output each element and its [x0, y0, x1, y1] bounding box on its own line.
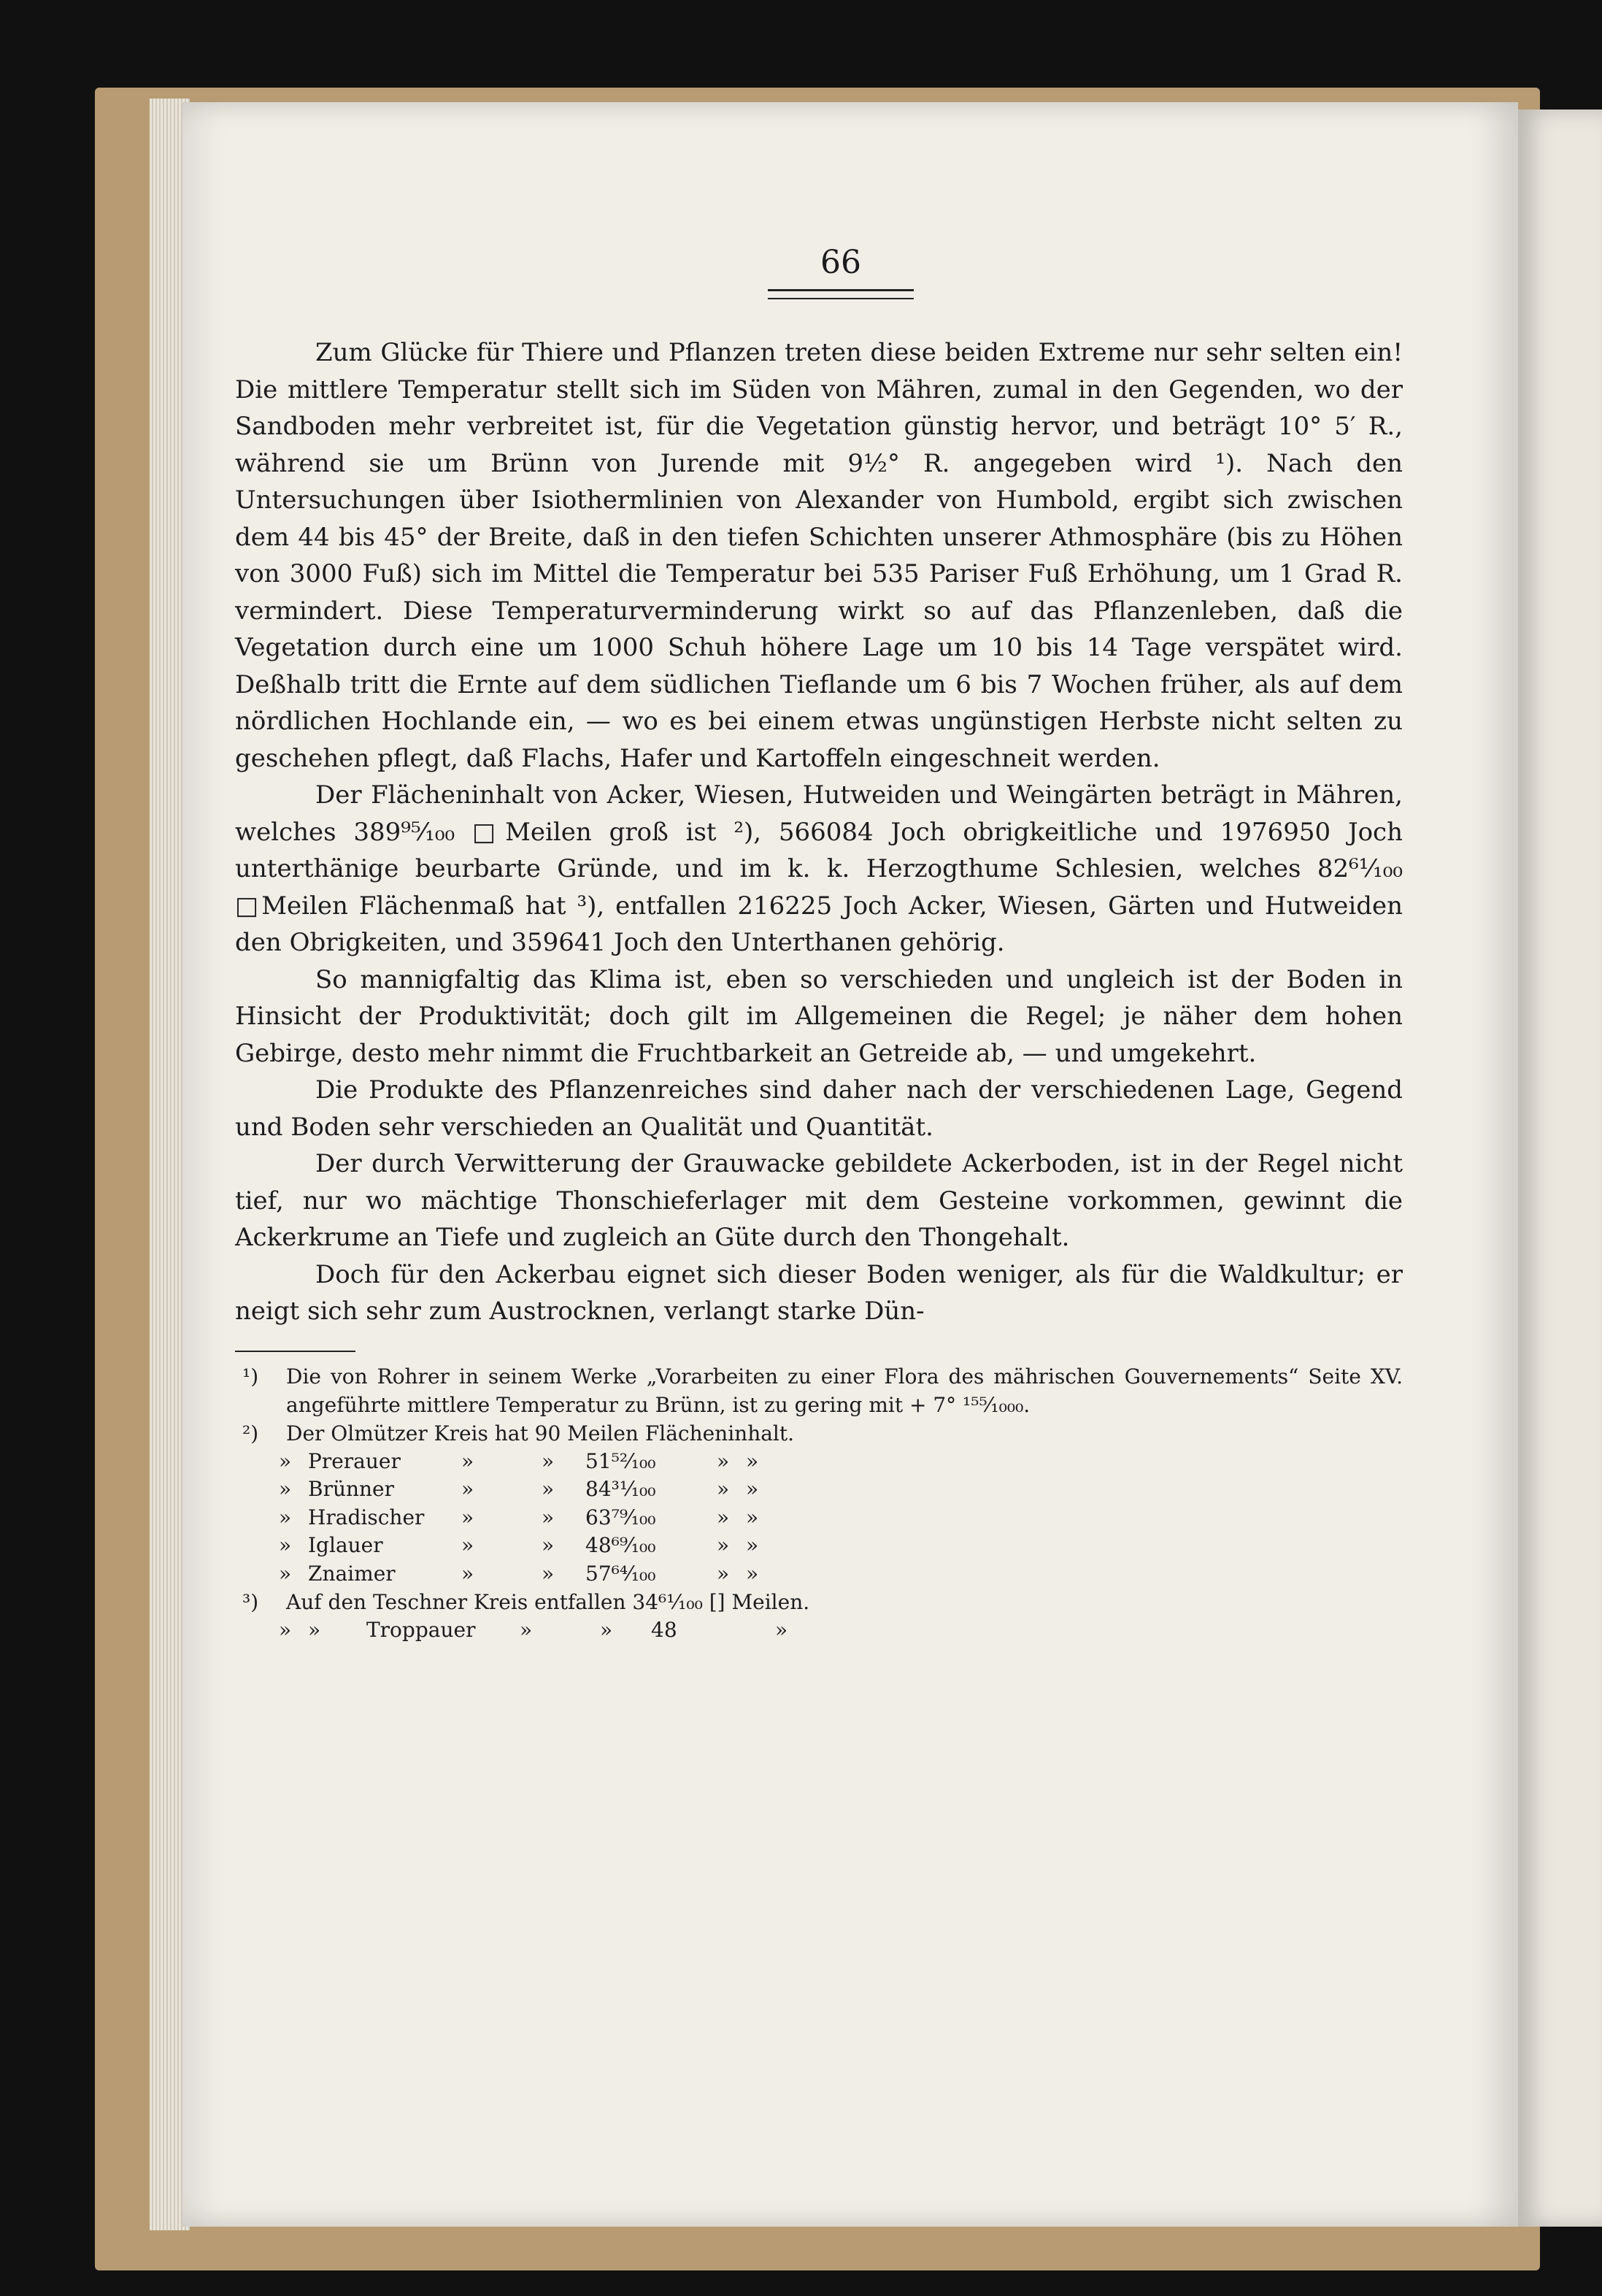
ditto-mark: »: [542, 1448, 555, 1473]
footnote-rule: [235, 1351, 355, 1352]
ditto-mark: »: [775, 1618, 788, 1642]
table-row: [235, 1448, 1403, 1476]
ditto-mark: »: [279, 1505, 292, 1529]
ditto-mark: »: [308, 1618, 321, 1642]
footnote-3-mark: ³): [242, 1590, 259, 1614]
page-number: 66: [820, 244, 861, 281]
ditto-mark: »: [279, 1561, 292, 1586]
footnote-3-first-line: Auf den Teschner Kreis entfallen 34⁶¹⁄₁₀₀ [] Meilen.: [286, 1590, 810, 1614]
district-name: Troppauer: [366, 1618, 476, 1642]
ditto-mark: »: [717, 1533, 730, 1557]
district-name: Hradischer: [308, 1505, 425, 1529]
ditto-mark: »: [542, 1505, 555, 1529]
district-area: 51⁵²⁄₁₀₀: [585, 1448, 656, 1473]
district-area-table: [235, 1448, 1403, 1589]
paragraph-1: Zum Glücke für Thiere und Pflanzen treten diese beiden Extreme nur sehr selten ein! Die mittlere Temperatur stellt sich im Süden von Mähren, zumal in den Gegenden, wo der Sandboden mehr verbreitet ist, für die Vegetation günstig hervor, und beträgt 10° 5′ R., während sie um Brünn von Jurende mit 9½° R. angegeben wird ¹). Nach den Untersuchungen über Isiothermlinien von Alexander von Humbold, ergibt sich zwischen dem 44 bis 45° der Breite, daß in den tiefen Schichten unserer Athmosphäre (bis zu Höhen von 3000 Fuß) sich im Mittel die Temperatur bei 535 Pariser Fuß Erhöhung, um 1 Grad R. vermindert. Diese Temperaturverminderung wirkt so auf das Pflanzenleben, daß die Vegetation durch eine um 1000 Schuh höhere Lage um 10 bis 14 Tage verspätet wird. Deßhalb tritt die Ernte auf dem südlichen Tieflande um 6 bis 7 Wochen früher, als auf dem nördlichen Hochlande ein, — wo es bei einem etwas ungünstigen Herbste nicht selten zu geschehen pflegt, daß Flachs, Hafer und Kartoffeln eingeschneit werden.: [235, 338, 1403, 773]
paragraph-4: Die Produkte des Pflanzenreiches sind daher nach der verschiedenen Lage, Gegend und Boden sehr verschieden an Qualität und Quantität.: [235, 1075, 1403, 1142]
district-area: 63⁷⁹⁄₁₀₀: [585, 1505, 656, 1529]
page-text-column: [235, 241, 1403, 1645]
ditto-mark: »: [746, 1561, 759, 1586]
table-row: [235, 1560, 1403, 1589]
ditto-mark: »: [717, 1448, 730, 1473]
ditto-mark: »: [461, 1533, 474, 1557]
district-area: 84³¹⁄₁₀₀: [585, 1477, 656, 1501]
ditto-mark: »: [542, 1533, 555, 1557]
footnote-3: [235, 1588, 1403, 1616]
ditto-mark: »: [746, 1477, 759, 1501]
ditto-mark: »: [461, 1448, 474, 1473]
footnote-2-first-line: Der Olmützer Kreis hat 90 Meilen Flächeninhalt.: [286, 1421, 795, 1445]
district-area: 57⁶⁴⁄₁₀₀: [585, 1561, 656, 1586]
ditto-mark: »: [279, 1618, 292, 1642]
footnote-1: [235, 1362, 1403, 1419]
ditto-mark: »: [520, 1618, 533, 1642]
district-area: 48⁶⁹⁄₁₀₀: [585, 1533, 656, 1557]
footnote-1-text: Die von Rohrer in seinem Werke „Vorarbeiten zu einer Flora des mährischen Gouvernements“ Seite XV. angeführte mittlere Temperatur zu Brünn, ist zu gering mit + 7° ¹⁵⁵⁄₁₀₀₀.: [286, 1364, 1403, 1417]
paragraph-6: Doch für den Ackerbau eignet sich dieser Boden weniger, als für die Waldkultur; er neigt sich sehr zum Austrocknen, verlangt starke Dün-: [235, 1259, 1403, 1326]
district-name: Prerauer: [308, 1448, 401, 1473]
ditto-mark: »: [746, 1533, 759, 1557]
ditto-mark: »: [461, 1477, 474, 1501]
ditto-mark: »: [542, 1561, 555, 1586]
table-row: [235, 1616, 1403, 1645]
silesia-area-table: [235, 1616, 1403, 1645]
ditto-mark: »: [600, 1618, 613, 1642]
ditto-mark: »: [717, 1505, 730, 1529]
ditto-mark: »: [746, 1505, 759, 1529]
paragraph-5: Der durch Verwitterung der Grauwacke gebildete Ackerboden, ist in der Regel nicht tief, nur wo mächtige Thonschieferlager mit dem Gesteine vorkommen, gewinnt die Ackerkrume an Tiefe und zugleich an Güte durch den Thongehalt.: [235, 1149, 1403, 1252]
paragraph-3: So mannigfaltig das Klima ist, eben so verschieden und ungleich ist der Boden in Hinsicht der Produktivität; doch gilt im Allgemeinen die Regel; je näher dem hohen Gebirge, desto mehr nimmt die Fruchtbarkeit an Getreide ab, — und umgekehrt.: [235, 964, 1403, 1068]
ditto-mark: »: [279, 1533, 292, 1557]
ditto-mark: »: [717, 1561, 730, 1586]
district-name: Znaimer: [308, 1561, 396, 1586]
ditto-mark: »: [542, 1477, 555, 1501]
ditto-mark: »: [461, 1561, 474, 1586]
footnote-1-mark: ¹): [242, 1364, 259, 1389]
ditto-mark: »: [717, 1477, 730, 1501]
district-area: 48: [651, 1618, 677, 1642]
table-row: [235, 1532, 1403, 1560]
page-number-rule: [768, 289, 914, 299]
footnote-2: [235, 1419, 1403, 1448]
district-name: Brünner: [308, 1477, 395, 1501]
district-name: Iglauer: [308, 1533, 383, 1557]
table-row: [235, 1475, 1403, 1504]
table-row: [235, 1504, 1403, 1532]
facing-page-edge: [1518, 110, 1602, 2227]
ditto-mark: »: [746, 1448, 759, 1473]
paragraph-2: Der Flächeninhalt von Acker, Wiesen, Hutweiden und Weingärten beträgt in Mähren, welches 389⁹⁵⁄₁₀₀ □Meilen groß ist ²), 566084 Joch obrigkeitliche und 1976950 Joch unterthänige beurbarte Gründe, und im k. k. Herzogthume Schlesien, welches 82⁶¹⁄₁₀₀ □Meilen Flächenmaß hat ³), entfallen 216225 Joch Acker, Wiesen, Gärten und Hutweiden den Obrigkeiten, und 359641 Joch den Unterthanen gehörig.: [235, 780, 1403, 957]
ditto-mark: »: [279, 1477, 292, 1501]
footnote-2-mark: ²): [242, 1421, 259, 1445]
ditto-mark: »: [461, 1505, 474, 1529]
ditto-mark: »: [279, 1448, 292, 1473]
